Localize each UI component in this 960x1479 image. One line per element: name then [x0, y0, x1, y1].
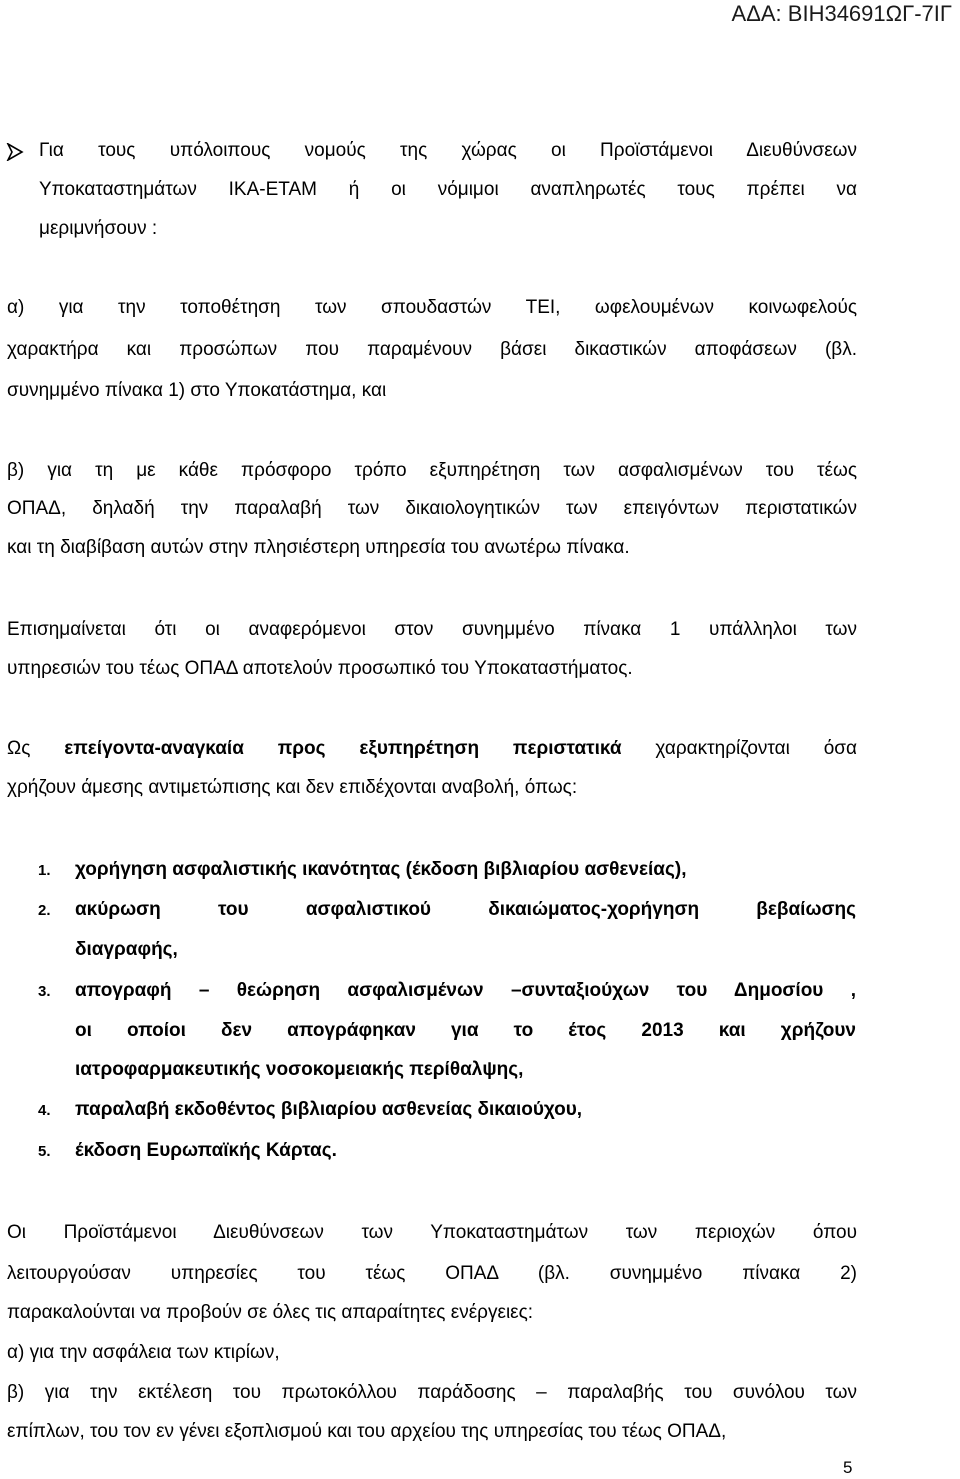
bullet-line-3: μεριμνήσουν :	[39, 218, 158, 239]
list-number-5: 5.	[38, 1143, 51, 1160]
list-number-3: 3.	[38, 983, 51, 1000]
note-line-2: υπηρεσιών του τέως ΟΠΑΔ αποτελούν προσωπικό του Υποκαταστήματος.	[7, 658, 633, 679]
arrow-bullet-icon	[6, 143, 24, 161]
list-item-2-line-1: ακύρωση του ασφαλιστικού δικαιώματος-χορήγηση βεβαίωσης	[75, 899, 856, 920]
final-line-6: επίπλων, του τον εν γένει εξοπλισμού και του αρχείου της υπηρεσίας του τέως ΟΠΑΔ,	[7, 1421, 727, 1442]
list-number-4: 4.	[38, 1102, 51, 1119]
final-line-2: λειτουργούσαν υπηρεσίες του τέως ΟΠΑΔ (βλ. συνημμένο πίνακα 2)	[7, 1263, 857, 1284]
list-item-3-line-1: απογραφή – θεώρηση ασφαλισμένων –συνταξιούχων του Δημοσίου ,	[75, 980, 856, 1001]
list-item-5-line-1: έκδοση Ευρωπαϊκής Κάρτας.	[75, 1140, 337, 1161]
final-line-5: β) για την εκτέλεση του πρωτοκόλλου παράδοσης – παραλαβής του συνόλου των	[7, 1382, 857, 1403]
list-item-1-line-1: χορήγηση ασφαλιστικής ικανότητας (έκδοση βιβλιαρίου ασθενείας),	[75, 859, 687, 880]
list-item-3-line-3: ιατροφαρμακευτικής νοσοκομειακής περίθαλψης,	[75, 1059, 524, 1080]
urgent-line-1	[7, 737, 857, 761]
urgent-prefix: Ως	[7, 738, 65, 759]
para-a-line-1: α) για την τοποθέτηση των σπουδαστών ΤΕΙ, ωφελουμένων κοινωφελούς	[7, 297, 857, 318]
urgent-bold-term: επείγοντα-αναγκαία προς εξυπηρέτηση περιστατικά	[64, 738, 622, 759]
ada-identifier: ΑΔΑ: ΒΙΗ34691ΩΓ-7ΙΓ	[731, 1, 952, 26]
note-line-1: Επισημαίνεται ότι οι αναφερόμενοι στον συνημμένο πίνακα 1 υπάλληλοι των	[7, 619, 857, 640]
bullet-line-1: Για τους υπόλοιπους νομούς της χώρας οι Προϊστάμενοι Διευθύνσεων	[39, 140, 857, 161]
list-number-2: 2.	[38, 902, 51, 919]
list-item-2-line-2: διαγραφής,	[75, 939, 178, 960]
para-b-line-3: και τη διαβίβαση αυτών στην πλησιέστερη υπηρεσία του ανωτέρω πίνακα.	[7, 537, 630, 558]
urgent-line-2: χρήζουν άμεσης αντιμετώπισης και δεν επιδέχονται αναβολή, όπως:	[7, 777, 578, 798]
bullet-line-2: Υποκαταστημάτων ΙΚΑ-ΕΤΑΜ ή οι νόμιμοι αναπληρωτές τους πρέπει να	[39, 179, 857, 200]
final-line-1: Οι Προϊστάμενοι Διευθύνσεων των Υποκαταστημάτων των περιοχών όπου	[7, 1222, 857, 1243]
para-a-line-2: χαρακτήρα και προσώπων που παραμένουν βάσει δικαστικών αποφάσεων (βλ.	[7, 339, 857, 360]
list-item-3-line-2: οι οποίοι δεν απογράφηκαν για το έτος 2013 και χρήζουν	[75, 1020, 856, 1041]
final-line-3: παρακαλούνται να προβούν σε όλες τις απαραίτητες ενέργειες:	[7, 1302, 534, 1323]
urgent-suffix: χαρακτηρίζονται όσα	[621, 738, 858, 759]
para-b-line-2: ΟΠΑΔ, δηλαδή την παραλαβή των δικαιολογητικών των επειγόντων περιστατικών	[7, 498, 857, 519]
para-a-line-3: συνημμένο πίνακα 1) στο Υποκατάστημα, και	[7, 380, 387, 401]
final-line-4: α) για την ασφάλεια των κτιρίων,	[7, 1342, 280, 1363]
para-b-line-1: β) για τη με κάθε πρόσφορο τρόπο εξυπηρέτηση των ασφαλισμένων του τέως	[7, 460, 857, 481]
list-item-4-line-1: παραλαβή εκδοθέντος βιβλιαρίου ασθενείας δικαιούχου,	[75, 1099, 583, 1120]
list-number-1: 1.	[38, 862, 51, 879]
page-number: 5	[843, 1458, 853, 1477]
